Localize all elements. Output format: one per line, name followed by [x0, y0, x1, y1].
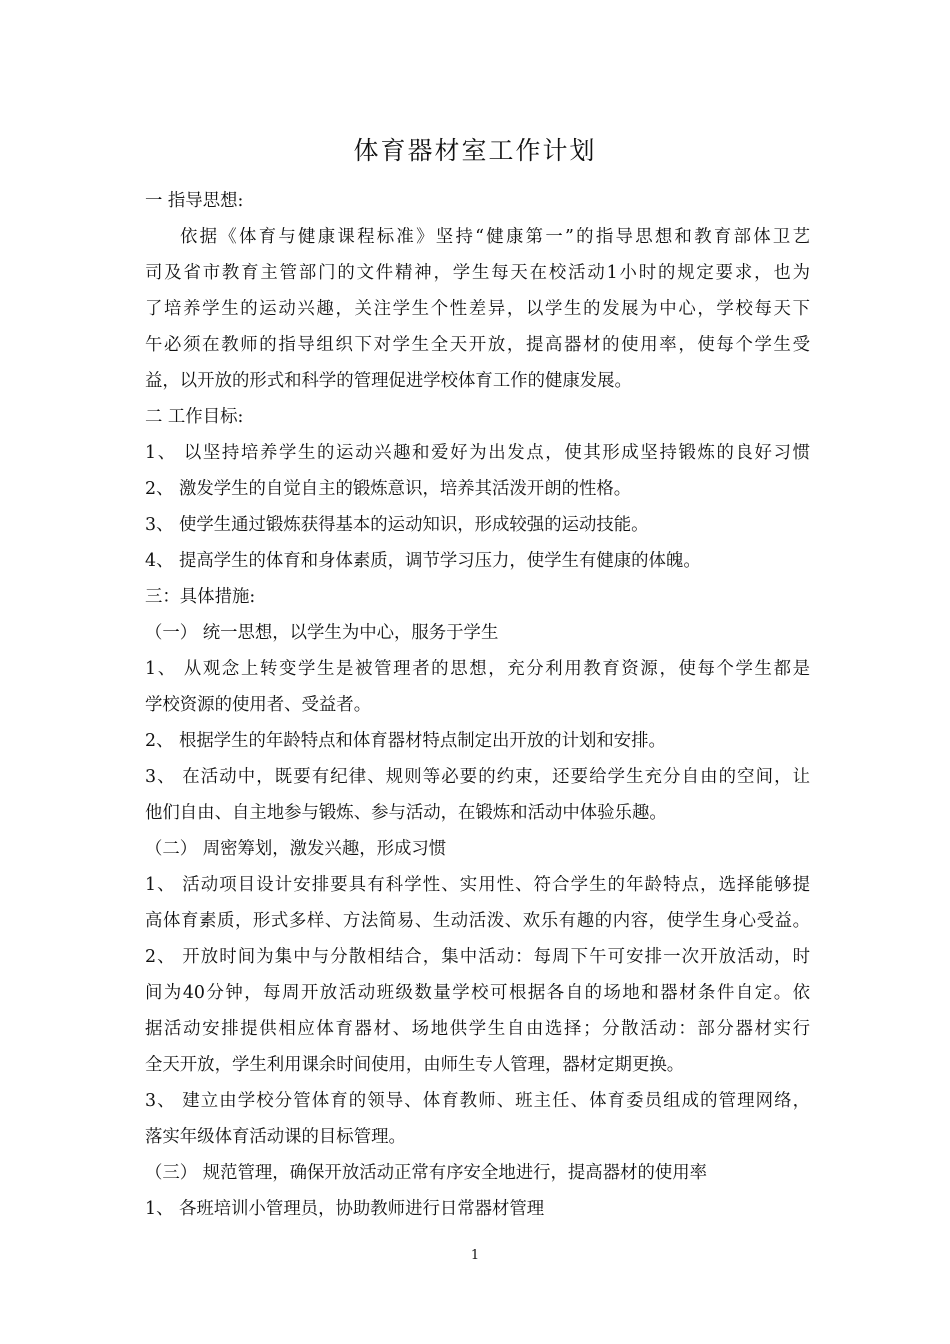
paragraph-line: 学校资源的使用者、受益者。 — [145, 695, 372, 715]
section-heading-work-goals: 二 工作目标: — [145, 407, 244, 427]
paragraph-line: 午必须在教师的指导组织下对学生全天开放，提高器材的使用率，使每个学生受 — [145, 335, 810, 355]
paragraph-line: 全天开放，学生利用课余时间使用，由师生专人管理，器材定期更换。 — [145, 1055, 685, 1075]
section-heading-guiding-ideology: 一 指导思想: — [145, 191, 244, 211]
section-heading-specific-measures: 三：具体措施: — [145, 587, 256, 607]
page-number: 1 — [470, 1248, 480, 1263]
document-body — [145, 183, 810, 1227]
list-item: 2、 开放时间为集中与分散相结合，集中活动：每周下午可安排一次开放活动，时 — [145, 947, 810, 967]
list-item: 3、 在活动中，既要有纪律、规则等必要的约束，还要给学生充分自由的空间，让 — [145, 767, 810, 787]
paragraph-line: 依据《体育与健康课程标准》坚持“健康第一”的指导思想和教育部体卫艺 — [180, 227, 810, 247]
subsection-heading: （三） 规范管理，确保开放活动正常有序安全地进行，提高器材的使用率 — [145, 1163, 708, 1183]
list-item: 1、 各班培训小管理员，协助教师进行日常器材管理 — [145, 1199, 545, 1219]
list-item: 1、 从观念上转变学生是被管理者的思想，充分利用教育资源，使每个学生都是 — [145, 659, 810, 679]
paragraph-line: 间为40分钟，每周开放活动班级数量学校可根据各自的场地和器材条件自定。依 — [145, 983, 810, 1003]
subsection-heading: （一） 统一思想，以学生为中心，服务于学生 — [145, 623, 499, 643]
paragraph-line: 了培养学生的运动兴趣，关注学生个性差异，以学生的发展为中心，学校每天下 — [145, 299, 810, 319]
list-item: 4、 提高学生的体育和身体素质，调节学习压力，使学生有健康的体魄。 — [145, 551, 701, 571]
paragraph-line: 据活动安排提供相应体育器材、场地供学生自由选择；分散活动：部分器材实行 — [145, 1019, 810, 1039]
subsection-heading: （二） 周密筹划，激发兴趣，形成习惯 — [145, 839, 447, 859]
list-item: 1、 以坚持培养学生的运动兴趣和爱好为出发点，使其形成坚持锻炼的良好习惯 — [145, 443, 810, 463]
document-title: 体育器材室工作计划 — [353, 136, 597, 165]
list-item: 3、 建立由学校分管体育的领导、体育教师、班主任、体育委员组成的管理网络， — [145, 1091, 810, 1111]
paragraph-line: 司及省市教育主管部门的文件精神，学生每天在校活动1小时的规定要求，也为 — [145, 263, 810, 283]
paragraph-line: 落实年级体育活动课的目标管理。 — [145, 1127, 406, 1147]
paragraph-line: 他们自由、自主地参与锻炼、参与活动，在锻炼和活动中体验乐趣。 — [145, 803, 667, 823]
list-item: 1、 活动项目设计安排要具有科学性、实用性、符合学生的年龄特点，选择能够提 — [145, 875, 810, 895]
list-item: 2、 根据学生的年龄特点和体育器材特点制定出开放的计划和安排。 — [145, 731, 666, 751]
paragraph-line: 益，以开放的形式和科学的管理促进学校体育工作的健康发展。 — [145, 371, 632, 391]
list-item: 3、 使学生通过锻炼获得基本的运动知识，形成较强的运动技能。 — [145, 515, 649, 535]
list-item: 2、 激发学生的自觉自主的锻炼意识，培养其活泼开朗的性格。 — [145, 479, 632, 499]
paragraph-line: 高体育素质，形式多样、方法简易、生动活泼、欢乐有趣的内容，使学生身心受益。 — [145, 911, 810, 931]
